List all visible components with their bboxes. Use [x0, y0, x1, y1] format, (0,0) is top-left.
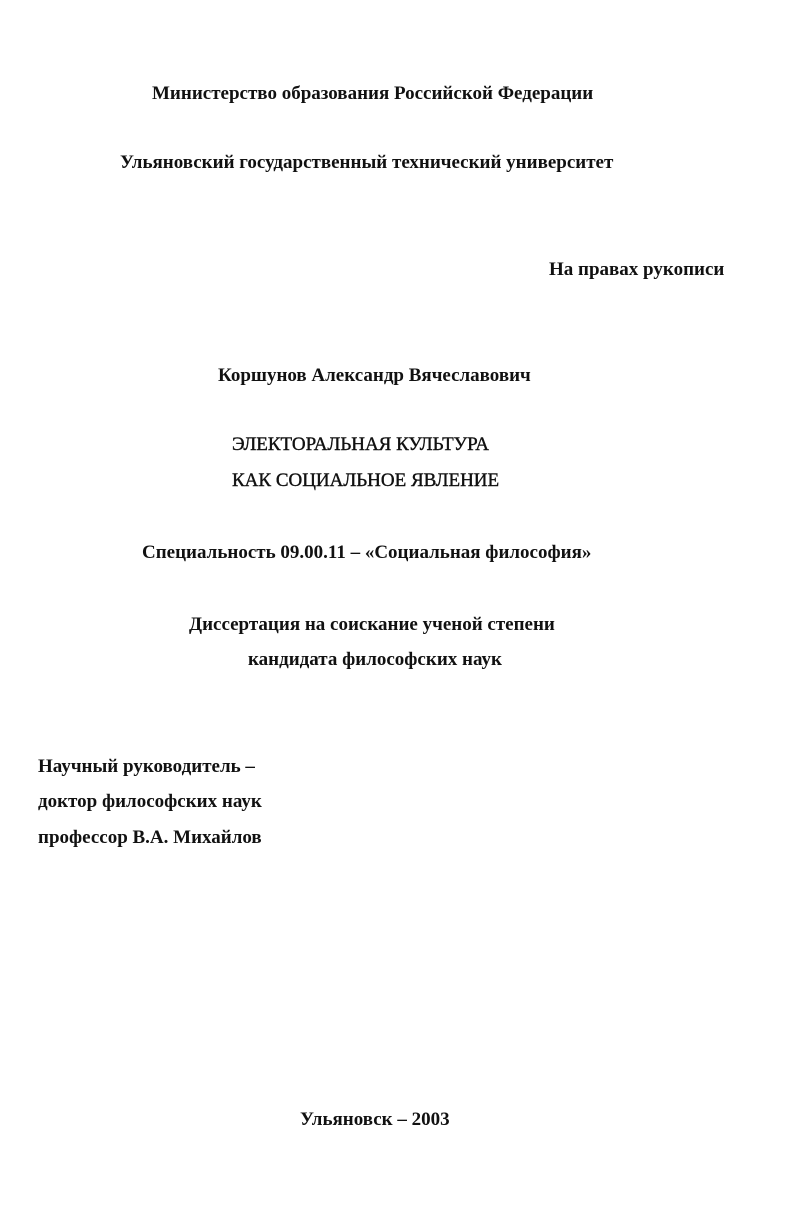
ministry-heading: Министерство образования Российской Федерации	[152, 83, 594, 104]
degree-line-2: кандидата философских наук	[248, 649, 502, 670]
dissertation-title-line-2: КАК СОЦИАЛЬНОЕ ЯВЛЕНИЕ	[232, 470, 500, 491]
author-name: Коршунов Александр Вячеславович	[218, 365, 531, 386]
degree-line-1: Диссертация на соискание ученой степени	[189, 614, 555, 635]
manuscript-note: На правах рукописи	[549, 259, 725, 280]
city-year: Ульяновск – 2003	[300, 1109, 450, 1130]
specialty-line: Специальность 09.00.11 – «Социальная философия»	[142, 542, 592, 563]
supervisor-degree: доктор философских наук	[38, 791, 262, 812]
dissertation-title-line-1: ЭЛЕКТОРАЛЬНАЯ КУЛЬТУРА	[232, 434, 489, 455]
university-heading: Ульяновский государственный технический университет	[120, 152, 614, 173]
supervisor-role: Научный руководитель –	[38, 756, 255, 777]
supervisor-name: профессор В.А. Михайлов	[38, 827, 262, 848]
